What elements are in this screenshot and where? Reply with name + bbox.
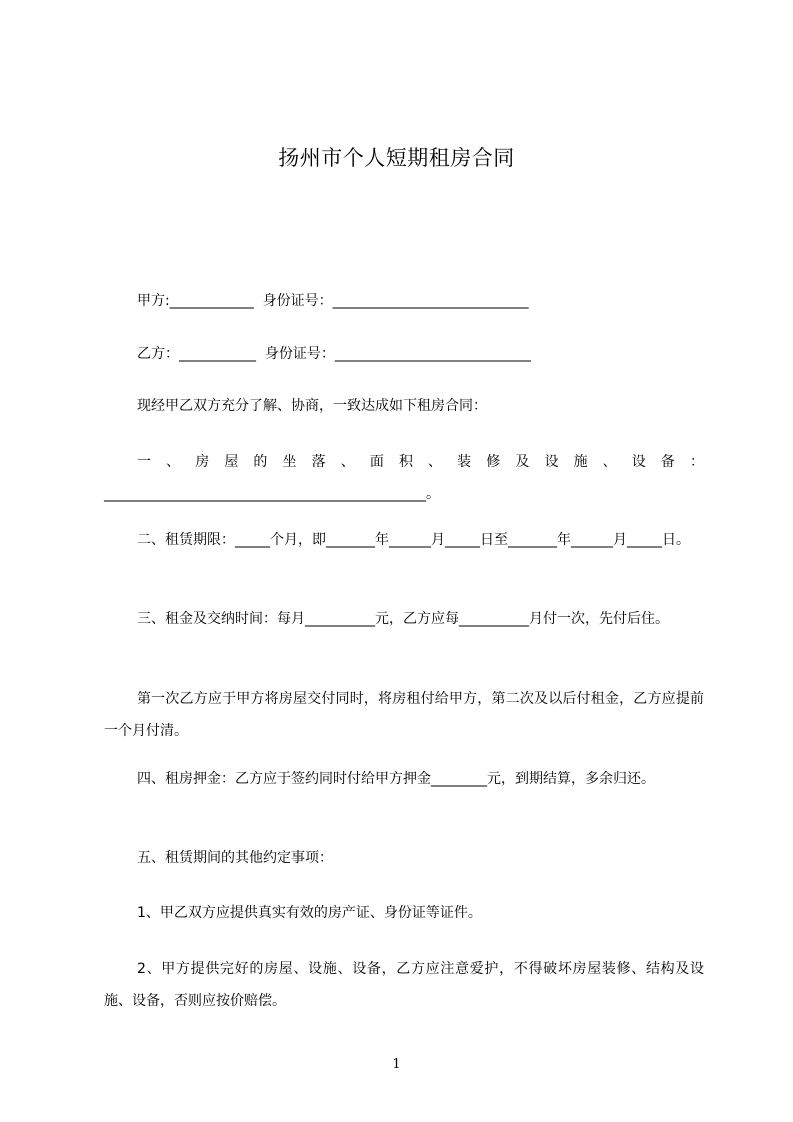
page-number: 1	[392, 1057, 401, 1072]
payment-note-paragraph: 第一次乙方应于甲方将房屋交付同时，将房租付给甲方，第二次及以后付租金，乙方应提前一个月付清。	[104, 691, 704, 739]
clause-4-paragraph: 四、租房押金：乙方应于签约同时付给甲方押金________元，到期结算，多余归还。	[137, 771, 655, 787]
clause-3-paragraph: 三、租金及交纳时间：每月__________元，乙方应每__________月付一次，先付后住。	[137, 611, 669, 627]
clause-5-heading: 五、租赁期间的其他约定事项：	[137, 850, 333, 866]
party-a-line: 甲方:____________ 身份证号：____________________________	[137, 293, 529, 309]
intro-paragraph: 现经甲乙双方充分了解、协商，一致达成如下租房合同：	[137, 398, 487, 414]
party-b-line: 乙方：___________ 身份证号：____________________________	[137, 346, 531, 362]
clause-2-paragraph: 二、租赁期限：_____个月，即_______年______月_____日至_______年______月_____日。	[137, 532, 690, 548]
clause-5-item-2: 2、甲方提供完好的房屋、设施、设备，乙方应注意爱护，不得破坏房屋装修、结构及设施、设备，否则应按价赔偿。	[104, 961, 704, 1009]
document-title: 扬州市个人短期租房合同	[278, 146, 515, 170]
clause-1-paragraph: 一、房屋的坐落、面积、装修及设施、设备：______________________________________________。	[104, 454, 704, 502]
clause-5-item-1: 1、甲乙双方应提供真实有效的房产证、身份证等证件。	[137, 905, 482, 921]
